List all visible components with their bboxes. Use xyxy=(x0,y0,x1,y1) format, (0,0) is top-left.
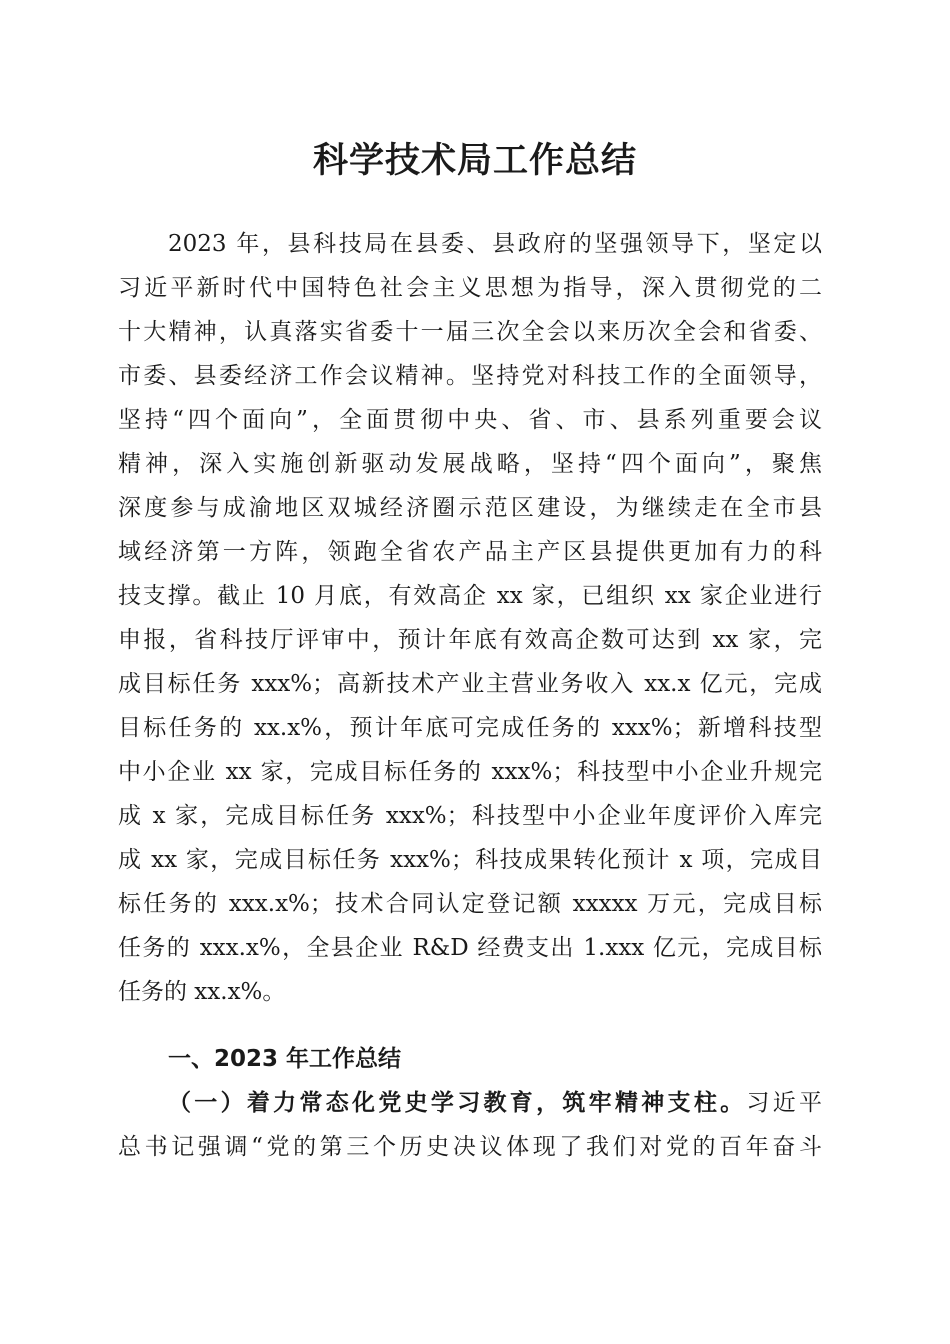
paragraph-line: 成目标任务 xxx%；高新技术产业主营业务收入 xx.x 亿元，完成 xyxy=(118,671,822,697)
paragraph-line: 任务的 xx.x%。 xyxy=(118,979,286,1005)
subsection-text: 习近平 xyxy=(746,1090,823,1116)
paragraph-line: 成 xx 家，完成目标任务 xxx%；科技成果转化预计 x 项，完成目 xyxy=(118,847,822,873)
paragraph-line: 市委、县委经济工作会议精神。坚持党对科技工作的全面领导， xyxy=(118,363,822,389)
paragraph-line: 2023 年，县科技局在县委、县政府的坚强领导下，坚定以 xyxy=(168,231,822,257)
paragraph-line: 中小企业 xx 家，完成目标任务的 xxx%；科技型中小企业升规完 xyxy=(118,759,822,785)
paragraph-line: 标任务的 xxx.x%；技术合同认定登记额 xxxxx 万元，完成目标 xyxy=(118,891,822,917)
paragraph-line: 任务的 xxx.x%，全县企业 R&D 经费支出 1.xxx 亿元，完成目标 xyxy=(118,935,822,961)
paragraph-line: 坚持“四个面向”，全面贯彻中央、省、市、县系列重要会议 xyxy=(118,407,822,433)
subsection-heading: （一）着力常态化党史学习教育，筑牢精神支柱。 xyxy=(168,1089,747,1116)
paragraph-line: 域经济第一方阵，领跑全省农产品主产区县提供更加有力的科 xyxy=(118,539,822,565)
document-title: 科学技术局工作总结 xyxy=(312,140,637,181)
subsection-first-line xyxy=(168,1081,822,1125)
paragraph-line: 精神，深入实施创新驱动发展战略，坚持“四个面向”，聚焦 xyxy=(118,451,822,477)
paragraph-line: 申报，省科技厅评审中，预计年底有效高企数可达到 xx 家，完 xyxy=(118,627,822,653)
paragraph-line: 习近平新时代中国特色社会主义思想为指导，深入贯彻党的二 xyxy=(118,275,822,301)
paragraph-line: 十大精神，认真落实省委十一届三次全会以来历次全会和省委、 xyxy=(118,319,822,345)
paragraph-line: 总书记强调“党的第三个历史决议体现了我们对党的百年奋斗 xyxy=(118,1134,822,1160)
section-heading: 一、2023 年工作总结 xyxy=(168,1046,402,1072)
paragraph-line: 技支撑。截止 10 月底，有效高企 xx 家，已组织 xx 家企业进行 xyxy=(118,583,822,609)
paragraph-line: 深度参与成渝地区双城经济圈示范区建设，为继续走在全市县 xyxy=(118,495,822,521)
paragraph-line: 目标任务的 xx.x%，预计年底可完成任务的 xxx%；新增科技型 xyxy=(118,715,822,741)
paragraph-line: 成 x 家，完成目标任务 xxx%；科技型中小企业年度评价入库完 xyxy=(118,803,822,829)
